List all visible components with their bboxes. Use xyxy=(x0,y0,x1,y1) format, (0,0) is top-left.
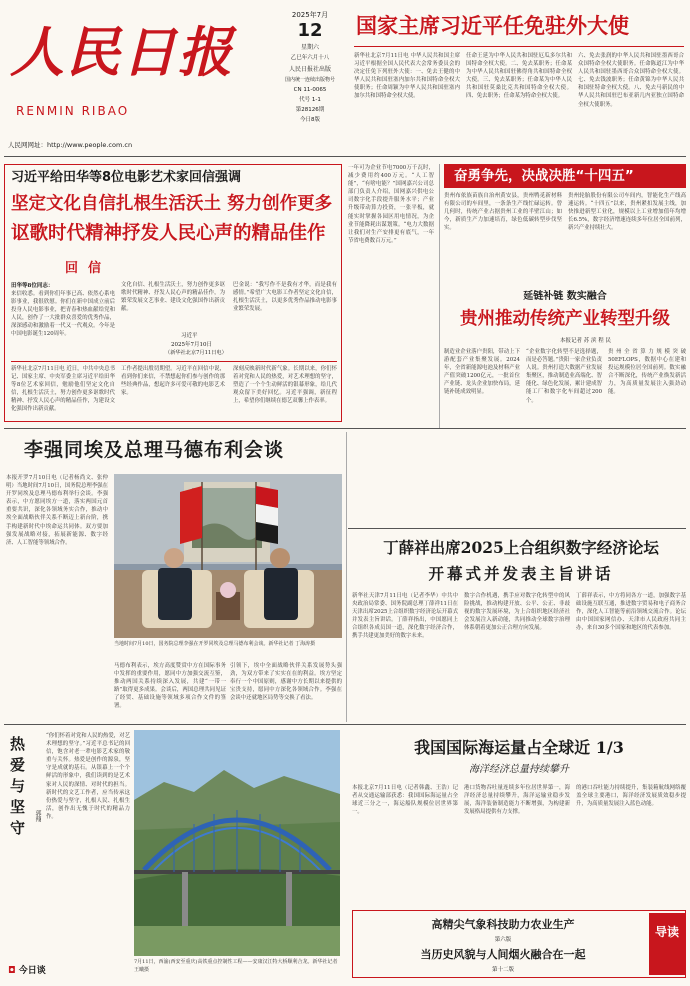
guizhou-col-c: 贵州全省算力规模突破50EFLOPS，数据中心在建和投运规模位居全国前列。数实融合不断深化，传统产业焕发新活力，为高质量发展注入强劲动能。 xyxy=(608,349,686,396)
guide-item-1[interactable]: 高精尖气象科技助力农业生产 xyxy=(431,918,575,931)
guide-box xyxy=(352,910,686,978)
guizhou-col-a: 制造业企业落户贵阳，带动上下游配套产业集聚发展。2024年，全省新能源电池及材料产业产值突破1200亿元，一批首位产业链、龙头企业加快布局，延链补链成效明显。 xyxy=(444,349,520,396)
reply-title: 回信 xyxy=(65,261,112,276)
lead-col-1: 新华社北京7月11日电 中华人民共和国主席习近平根据全国人民代表大会常务委员会的决定任免下列驻外大使：一、免去王健的中华人民共和国驻塞内加尔共和国特命全权大使职务；任命周颖为中华人民共和国驻塞内加尔共和国特命全权大使。 xyxy=(354,53,460,100)
letter-body-mid: 工作者提出殷切期望。习近平在回信中说，看到你们来信，不禁想起你们参与创作的那些经典作品，想起许多可爱可敬的电影艺术家。 xyxy=(121,366,225,397)
newspaper-logo: 人民日报 xyxy=(10,20,234,84)
struggle-col-2: 贵州轮胎股份有限公司车间内，智能化生产线高速运转。“十四五”以来，贵州紧扣发展主线，加快推进新型工业化，规模以上工业增加值年均增长6.5%，数字经济增速连续多年位居全国前列，新兴产业持续壮大。 xyxy=(568,193,686,232)
website-line: 人民网网址：http://www.people.com.cn xyxy=(8,141,133,149)
reply-date: 2025年7月10日 xyxy=(171,342,212,348)
digital-headline-1: 丁薛祥出席2025上合组织数字经济论坛 xyxy=(383,538,659,557)
logistics-col-3: 的港口吞吐能力持续提升，集装箱航线网络覆盖全球主要港口，海洋经济发展质效稳步提升，为高质量发展注入蓝色动能。 xyxy=(576,785,686,808)
digital-col-1: 新华社天津7月11日电（记者李华）中共中央政治局常委、国务院副总理丁薛祥11日在天津出席2025上合组织数字经济论坛开幕式并发表主旨讲话。丁薛祥指出，中国愿同上合组织各成员国一道，深化数字经济合作，携手共建更加美好的数字未来。 xyxy=(352,593,458,640)
newspaper-pinyin: RENMIN RIBAO xyxy=(16,104,130,118)
meeting-headline: 李强同埃及总理马德布利会谈 xyxy=(24,439,285,461)
logistics-subtitle: 海洋经济总量持续攀升 xyxy=(469,764,569,775)
person-right xyxy=(270,548,290,568)
bridge-caption: 7月11日，西渝(西安至重庆)高铁重点控制性工程——安康汉江特大桥顺利合龙。新华社记者 王曦摄 xyxy=(134,959,338,973)
lead-col-3: 六、免去张润的中华人民共和国驻墨西哥合众国特命全权大使职务。任命陈道江为中华人民共和国驻墨西哥合众国特命全权大使。七、免去钱波职务；任命黄锦为中华人民共和国驻特命全权大使。八、免去马新民的中华人民共和国驻巴布亚新几内亚独立国特命全权大使职务。 xyxy=(578,53,684,108)
letter-body-left: 新华社北京7月11日电 近日，中共中央总书记、国家主席、中央军委主席习近平给田华等8位艺术家回信，勉励他们坚定文化自信，扎根生活沃土，努力创作更多讴歌时代精神、抒发人民心声的精品佳作，为建设文化强国作出新贡献。 xyxy=(11,366,115,413)
reply-greeting: 田华等8位同志： xyxy=(11,283,54,289)
guide-item-2[interactable]: 当历史风貌与人间烟火融合在一起 xyxy=(420,948,586,961)
guizhou-col-b: “企业数字化转型不是选择题，而是必答题。”贵阳一家企业负责人说。贵州打造大数据产业发展集聚区，推动制造业高端化、智能化、绿色化发展，累计建成智能工厂和数字化车间超过200个。 xyxy=(526,349,602,404)
postal-code: 代号 1-1 xyxy=(299,97,321,103)
struggle-col-1: 贵州布依族苗族自治州黄安县，贵州鸭觅新材料有限公司的车间里，一条条生产线忙碌运转。曾几何时，传统产业占据贵州工业的半壁江山；如今，新质生产力加速培育，绿色低碳转型步伐坚实。 xyxy=(444,193,562,232)
reply-signer: 习近平 xyxy=(181,333,198,339)
logistics-headline: 我国国际海运量占全球近 1/3 xyxy=(414,738,624,757)
lunar-date: 乙巳年六月十八 xyxy=(290,55,330,61)
letter-body-right: 深刻反映新时代新气象。长期以来，你们怀着对党和人民的热爱，对艺术理想的坚守，塑造了一个个生动鲜活的银幕形象，给几代观众留下美好回忆。习近平强调，新征程上，希望你们继续在德艺双馨上作表率。 xyxy=(233,366,337,405)
guide-label: 导读 xyxy=(654,925,679,939)
today-talk-text: 今日谈 xyxy=(18,966,46,976)
meeting-photo xyxy=(114,474,342,638)
center-column-text: 一年可为企业节电7000万千瓦时，减少费用约400万元。“人工智能”，“有啥电能？”国网嘉兴公司总部门负责人介绍，国网嘉兴供电公司数字化手段提升服务水平；产业升级带动算力投资，一张平板，就能实时掌握各园区用电情况，为企业节能降耗出谋划策。“电力大数据让我们对生产安排更有底气，一年节省电费数百万元。” xyxy=(348,165,434,244)
struggle-banner xyxy=(444,164,686,188)
logistics-col-2: 港口货物吞吐量连续多年位居世界第一，海洋经济总量持续攀升，海洋运输业稳步发展，海洋装备制造能力不断增强，为构建新发展格局提供有力支撑。 xyxy=(464,785,570,816)
letter-kicker: 习近平给田华等8位电影艺术家回信强调 xyxy=(11,170,242,185)
guide-page-2: 第十二版 xyxy=(491,967,514,973)
page-count: 今日8版 xyxy=(300,117,320,123)
digital-col-2: 数字合作机遇，携手应对数字化转型中的风险挑战，推动构建开放、公平、公正、非歧视的数字发展环境，为上合组织地区经济社会发展注入新动能，共同推动全球数字治理体系朝着更加公正合理方向发展。 xyxy=(464,593,570,632)
lead-col-2: 任命王延为中华人民共和国驻厄瓜多尔共和国特命全权大使。二、免去某职务；任命某为中华人民共和国驻佛得角共和国特命全权大使。三、免去某职务；任命某为中华人民共和国驻莫桑比克共和国特命全权大使。四、免去职务；任命某为特命全权大使。 xyxy=(466,53,572,100)
essay-title: 热爱与坚守 xyxy=(8,736,26,841)
meeting-col-1: 本报开罗7月10日电（记者杨尚文、张仲明）当地时间7月10日，国务院总理李强在开罗同埃及总理马德布利举行会谈。李强表示，中方愿同埃方一道，落实两国元首重要共识，深化各领域务实合作，推动中埃全面战略伙伴关系不断迈上新台阶，携手构建新时代中埃命运共同体。双方要加强发展战略对接，拓展新能源、数字经济、人工智能等领域合作。 xyxy=(6,475,108,546)
digital-col-3: 丁薛祥表示，中方将同各方一道，加强数字基础设施互联互通，推进数字贸易和电子商务合作，深化人工智能等前沿领域交流合作。论坛由中国国家网信办、天津市人民政府共同主办，来自30多个国家和地区的代表参加。 xyxy=(576,593,686,632)
date-box xyxy=(274,4,346,154)
guizhou-kicker: 延链补链 数实融合 xyxy=(523,291,607,302)
essay-author: 郭翔 xyxy=(34,810,41,822)
guizhou-headline: 贵州推动传统产业转型升级 xyxy=(460,309,670,329)
reply-col-2: 文化自信、扎根生活沃土，努力创作更多讴歌时代精神、抒发人民心声的精品佳作，为繁荣发展文艺事业、建设文化强国作出新贡献。 xyxy=(121,282,225,313)
reply-col-1: 来信收悉。看到你们年事已高、依然心系电影事业，我很欣慰。你们在新中国成立前后投身人民电影事业，把青春和热血献给党和人民，创作了一大批群众喜爱的优秀作品，深深感动和激励着一代又一代观众。今年是中国电影诞生120周年。 xyxy=(11,291,115,338)
digital-headline-2: 开幕式并发表主旨讲话 xyxy=(428,564,614,583)
serial-label: 国内统一连续出版物号 xyxy=(284,77,335,83)
masthead xyxy=(8,4,270,154)
lead-headline: 国家主席习近平任免驻外大使 xyxy=(356,14,629,38)
essay-text: “你们怀着对党和人民的热爱，对艺术理想的坚守。”习近平总书记的回信，饱含对老一辈电影艺术家的敬重与关怀。热爱是创作的源泉，坚守是成就的基石。从银幕上一个个鲜活的形象中，我们读到的是艺术家对人民的深情、对时代的担当。新时代的文艺工作者，应当传承这份热爱与坚守，扎根人民、扎根生活，创作出无愧于时代的精品力作。 xyxy=(46,733,130,820)
weekday: 星期六 xyxy=(300,44,319,51)
bridge-pier xyxy=(182,872,188,932)
logistics-col-1: 本报北京7月11日电（记者韩鑫、王浩）记者从交通运输部获悉：我国国际海运量占全球近三分之一，海运船队规模位居世界第一。 xyxy=(352,785,458,816)
guide-page-1: 第六版 xyxy=(494,937,512,943)
cn-number: CN 11-0065 xyxy=(293,87,327,93)
reply-source: （新华社北京7月11日电） xyxy=(165,350,227,356)
today-talk-icon: ◘ xyxy=(8,966,16,976)
meeting-col-2: 马德布利表示，埃方高度赞赏中方在国际事务中发挥的重要作用，愿同中方加强交流互鉴，推动两国关系持续深入发展，共建“一带一路”取得更多成果。会谈后，两国总理共同见证了经贸、基础设施等领域多项合作文件的签署。 xyxy=(114,663,226,710)
letter-title-line1: 坚定文化自信扎根生活沃土 努力创作更多 xyxy=(11,194,333,214)
person-left xyxy=(164,548,184,568)
letter-title-line2: 讴歌时代精神抒发人民心声的精品佳作 xyxy=(11,223,326,244)
today-talk-label xyxy=(8,964,98,978)
meeting-col-3: 引领下，埃中全面战略伙伴关系发展势头强劲，为双方带来了实实在在的利益。埃方坚定奉行一个中国原则，感谢中方长期以来提供的宝贵支持，愿同中方深化各领域合作。李强在会谈中还就地区局势等交换了看法。 xyxy=(230,663,342,702)
guizhou-byline: 本报记者 苏 滨 程 民 xyxy=(560,338,611,344)
publisher: 人民日报社出版 xyxy=(288,66,331,73)
letter-box xyxy=(4,164,342,422)
china-flag xyxy=(180,486,202,544)
issue-number: 第28126期 xyxy=(295,107,325,113)
reply-col-3: 巴金说：“我写作不是我有才华，而是我有感情。”希望广大电影工作者坚定文化自信，扎根生活沃土，以更多优秀作品推动电影事业繁荣发展。 xyxy=(233,282,337,313)
guide-label-box xyxy=(649,913,685,975)
day-number: 12 xyxy=(297,20,323,41)
bridge-photo xyxy=(134,730,340,956)
year-month: 2025年7月 xyxy=(291,11,329,19)
struggle-banner-text: 奋勇争先，决战决胜“十四五” xyxy=(454,168,634,184)
meeting-caption: 当地时间7月10日，国务院总理李强在开罗同埃及总理马德布利会谈。新华社记者 丁海涛摄 xyxy=(114,641,316,647)
